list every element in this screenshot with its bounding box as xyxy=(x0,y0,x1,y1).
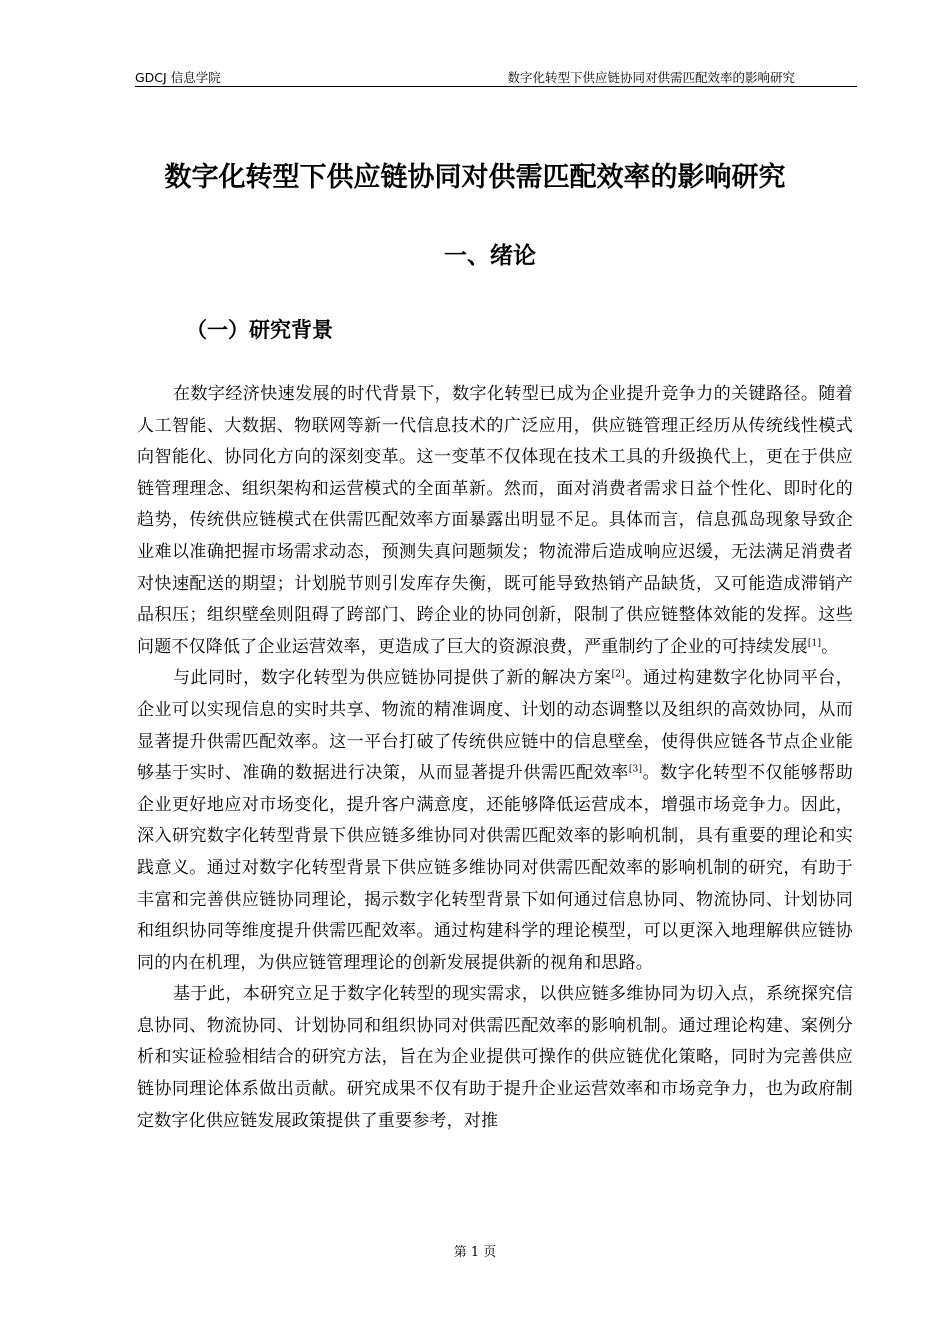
page-header xyxy=(135,70,857,87)
citation-ref: [2] xyxy=(611,669,625,680)
body-text xyxy=(137,379,853,1137)
paragraph-1 xyxy=(137,379,853,663)
paragraph-text: 与此同时，数字化转型为供应链协同提供了新的解决方案 xyxy=(173,668,612,689)
paragraph-text: 。 xyxy=(821,636,839,657)
paragraph-text: 。通过构建数字化协同平台，企业可以实现信息的实时共享、物流的精准调度、计划的动态调整以及组织的高效协同，从而显著提升供需匹配效率。这一平台打破了传统供应链中的信息壁垒，使得供应链各节点企业能够基于实时、准确的数据进行决策，从而显著提升供需匹配效率 xyxy=(137,668,853,784)
paragraph-text: 基于此，本研究立足于数字化转型的现实需求，以供应链多维协同为切入点，系统探究信息协同、物流协同、计划协同和组织协同对供需匹配效率的影响机制。通过理论构建、案例分析和实证检验相结合的研究方法，旨在为企业提供可操作的供应链优化策略，同时为完善供应链协同理论体系做出贡献。研究成果不仅有助于提升企业运营效率和市场竞争力，也为政府制定数字化供应链发展政策提供了重要参考，对推 xyxy=(137,984,853,1131)
paragraph-text: 在数字经济快速发展的时代背景下，数字化转型已成为企业提升竞争力的关键路径。随着人工智能、大数据、物联网等新一代信息技术的广泛应用，供应链管理正经历从传统线性模式向智能化、协同化方向的深刻变革。这一变革不仅体现在技术工具的升级换代上，更在于供应链管理理念、组织架构和运营模式的全面革新。然而，面对消费者需求日益个性化、即时化的趋势，传统供应链模式在供需匹配效率方面暴露出明显不足。具体而言，信息孤岛现象导致企业难以准确把握市场需求动态，预测失真问题频发；物流滞后造成响应迟缓，无法满足消费者对快速配送的期望；计划脱节则引发库存失衡，既可能导致热销产品缺货，又可能造成滞销产品积压；组织壁垒则阻碍了跨部门、跨企业的协同创新，限制了供应链整体效能的发挥。这些问题不仅降低了企业运营效率，更造成了巨大的资源浪费，严重制约了企业的可持续发展 xyxy=(137,384,853,657)
paragraph-text: 。数字化转型不仅能够帮助企业更好地应对市场变化，提升客户满意度，还能够降低运营成本，增强市场竞争力。因此，深入研究数字化转型背景下供应链多维协同对供需匹配效率的影响机制，具有重要的理论和实践意义。通过对数字化转型背景下供应链多维协同对供需匹配效率的影响机制的研究，有助于丰富和完善供应链协同理论，揭示数字化转型背景下如何通过信息协同、物流协同、计划协同和组织协同等维度提升供需匹配效率。通过构建科学的理论模型，可以更深入地理解供应链协同的内在机理，为供应链管理理论的创新发展提供新的视角和思路。 xyxy=(137,763,853,973)
subsection-heading: （一）研究背景 xyxy=(186,318,333,342)
citation-ref: [1] xyxy=(807,638,822,649)
paragraph-3 xyxy=(137,979,853,1137)
header-running-title: 数字化转型下供应链协同对供需匹配效率的影响研究 xyxy=(507,70,795,85)
page-number: 第 1 页 xyxy=(453,1245,497,1260)
document-title: 数字化转型下供应链协同对供需匹配效率的影响研究 xyxy=(164,162,786,193)
paragraph-2 xyxy=(137,663,853,979)
section-heading: 一、绪论 xyxy=(444,243,536,269)
citation-ref: [3] xyxy=(628,764,643,775)
header-institution: GDCJ 信息学院 xyxy=(135,70,221,85)
